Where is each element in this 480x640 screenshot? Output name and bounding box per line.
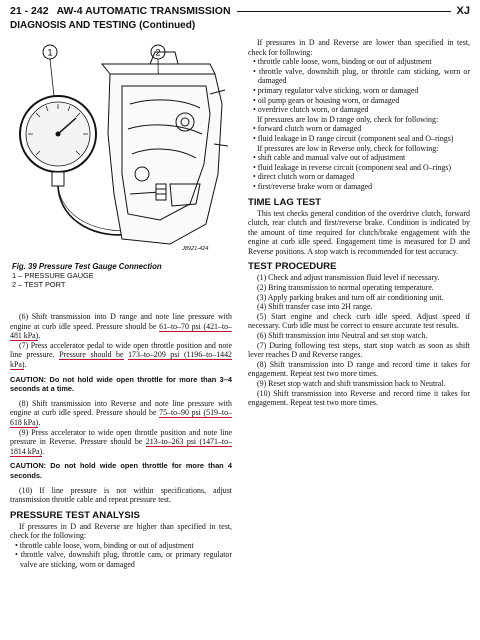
procedure-step: (6) Shift transmission into Neutral and set stop watch. [257, 331, 428, 341]
spec-underline: 213–to–263 psi (1471–to–1814 kPa) [10, 437, 232, 456]
lower-bullet: • oil pump gears or housing worn, or damaged [248, 96, 470, 106]
procedure-step: (4) Shift transfer case into 2H range. [257, 302, 373, 312]
legend-item: 1 – PRESSURE GAUGE [12, 271, 94, 280]
step-10: (10) If line pressure is not within specifications, adjust transmission throttle cable and repeat pressure test. [10, 485, 232, 505]
reverse-bullet: • direct clutch worn or damaged [248, 172, 470, 182]
d-range-bullet: • fluid leakage in D range circuit (component seal and O–rings) [248, 134, 470, 144]
time-lag-text: This test checks general condition of the overdrive clutch, forward clutch, rear clutch and first/reverse brake. Condition is indicated by the amount of time required for clutch/brake engagement with the engine at curb idle speed. Engagement time is measured for D and Reverse positions. A stop watch is recommended for test accuracy. [248, 208, 470, 256]
procedure-step: (2) Bring transmission to normal operating temperature. [257, 283, 434, 293]
legend-item: 2 – TEST PORT [12, 280, 66, 289]
reverse-intro: If pressures are low in Reverse only, check for following: [257, 143, 439, 153]
spec-underline: 173–to–209 psi (1196–to–1442 kPa) [10, 350, 232, 369]
lower-bullet: • primary regulator valve sticking, worn or damaged [248, 86, 470, 96]
procedure-heading: TEST PROCEDURE [248, 261, 337, 273]
procedure-step: (10) Shift transmission into Reverse and record time it takes for engagement. Repeat test two more times. [248, 388, 470, 408]
step-8: (8) Shift transmission into Reverse and note line pressure with engine at curb idle speed. Pressure should be 75–to–90 psi (519–to–618 kPa). [10, 398, 232, 427]
figure-caption-block [12, 262, 234, 289]
figure-id: J8921-424 [182, 246, 209, 252]
reverse-bullet: • fluid leakage in reverse circuit (component seal and O–rings) [248, 163, 470, 173]
callout-1-label: 1 [47, 47, 53, 58]
d-range-bullet: • forward clutch worn or damaged [248, 124, 470, 134]
procedure-step: (9) Reset stop watch and shift transmission back to Neutral. [257, 379, 446, 388]
caution-2: CAUTION: Do not hold wide open throttle for more than 4 seconds. [10, 461, 232, 480]
pressure-gauge-illustration [10, 34, 232, 274]
procedure-step: (7) During following test steps, start stop watch as soon as shift lever reaches D and Reverse ranges. [248, 340, 470, 360]
step-7: (7) Press accelerator pedal to wide open throttle position and note line pressure. Pressure should be 173–to–209 psi (1196–to–1442 kPa). [10, 340, 232, 369]
transmission-housing [102, 52, 228, 244]
page-header [10, 4, 470, 18]
d-range-intro: If pressures are low in D range only, check for following: [257, 114, 439, 124]
left-column [10, 312, 232, 570]
header-rule [237, 11, 451, 12]
right-column [248, 38, 470, 408]
lower-bullet: • throttle cable loose, worn, binding or out of adjustment [248, 57, 470, 67]
model-code: XJ [456, 5, 470, 17]
step-6: (6) Shift transmission into D range and note line pressure with engine at curb idle speed. Pressure should be 61–to–70 psi (421–to–481 kPa). [10, 312, 232, 341]
spec-underline: 61–to–70 psi (421–to–481 kPa) [10, 321, 232, 341]
test-port [156, 184, 166, 200]
analysis-intro: If pressures in D and Reverse are higher than specified in test, check for the following: [10, 521, 232, 541]
reverse-bullet: • first/reverse brake worn or damaged [248, 182, 470, 192]
page-number: 21 - 242 [10, 5, 49, 17]
procedure-step: (1) Check and adjust transmission fluid level if necessary. [257, 273, 440, 283]
reverse-bullet: • shift cable and manual valve out of adjustment [248, 153, 470, 163]
caution-1: CAUTION: Do not hold wide open throttle for more than 3–4 seconds at a time. [10, 374, 232, 394]
lower-intro: If pressures in D and Reverse are lower than specified in test, check for following: [248, 38, 470, 57]
lower-bullet: • throttle valve, downshift plug, or throttle cam sticking, worn or damaged [248, 67, 470, 86]
step-9: (9) Press accelerator to wide open throttle position and note line pressure in Reverse. Pressure should be 213–to–263 psi (1471–to–1814 kPa). [10, 427, 232, 456]
time-lag-heading: TIME LAG TEST [248, 196, 322, 208]
section-title: DIAGNOSIS AND TESTING (Continued) [10, 20, 196, 31]
spec-underline: 75–to–90 psi (519–to–618 kPa) [10, 408, 232, 427]
procedure-step: (8) Shift transmission into D range and record time it takes for engagement. Repeat test two more times. [248, 359, 470, 379]
figure-caption: Fig. 39 Pressure Test Gauge Connection [12, 262, 162, 271]
analysis-bullet: • throttle cable loose, worn, binding or out of adjustment [10, 541, 232, 551]
analysis-heading: PRESSURE TEST ANALYSIS [10, 509, 140, 521]
procedure-step: (5) Start engine and check curb idle speed. Adjust speed if necessary. Curb idle must be correct to ensure accurate test results. [248, 311, 470, 331]
procedure-step: (3) Apply parking brakes and turn off air conditioning unit. [257, 292, 444, 302]
spec-underline: Pressure should be [59, 350, 124, 360]
lower-bullet: • overdrive clutch worn, or damaged [248, 105, 470, 115]
analysis-bullet: • throttle valve, downshift plug, throttle cam, or primary regulator valve are sticking, worn or damaged [10, 550, 232, 569]
chapter-title: AW-4 AUTOMATIC TRANSMISSION [56, 5, 231, 17]
callout-2-label: 2 [155, 47, 161, 58]
